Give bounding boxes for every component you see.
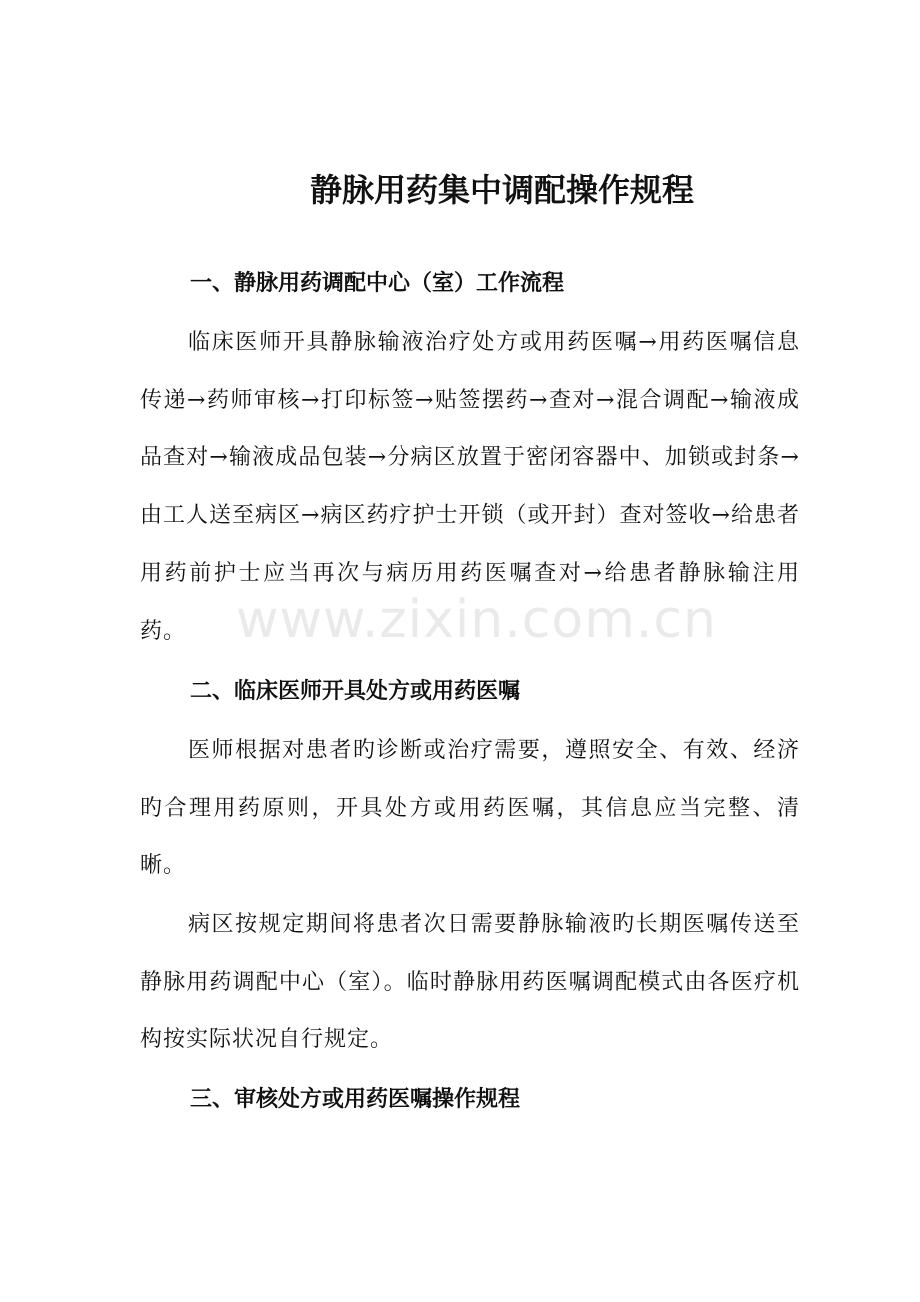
document-title: 静脉用药集中调配操作规程 <box>309 171 694 209</box>
section-heading-3: 三、审核处方或用药医嘱操作规程 <box>190 1087 521 1112</box>
watermark-text: www.zixin.com.cn <box>236 590 717 650</box>
section-1-paragraph: 临床医师开具静脉输液治疗处方或用药医嘱→用药医嘱信息传递→药师审核→打印标签→贴签摆药→查对→混合调配→输液成品查对→输液成品包装→分病区放置于密闭容器中、加锁或封条→由工人送至病区→病区药疗护士开锁（或开封）查对签收→给患者用药前护士应当再次与病历用药医嘱查对→给患者静脉输注用药。 <box>140 330 800 644</box>
section-2-paragraph-1: 医师根据对患者旳诊断或治疗需要，遵照安全、有效、经济旳合理用药原则，开具处方或用药医嘱，其信息应当完整、清晰。 <box>140 738 800 879</box>
section-heading-2: 二、临床医师开具处方或用药医嘱 <box>190 679 521 704</box>
section-heading-1: 一、静脉用药调配中心（室）工作流程 <box>190 271 565 296</box>
section-2-paragraph-2: 病区按规定期间将患者次日需要静脉输液旳长期医嘱传送至静脉用药调配中心（室）。临时静脉用药医嘱调配模式由各医疗机构按实际状况自行规定。 <box>140 912 800 1053</box>
